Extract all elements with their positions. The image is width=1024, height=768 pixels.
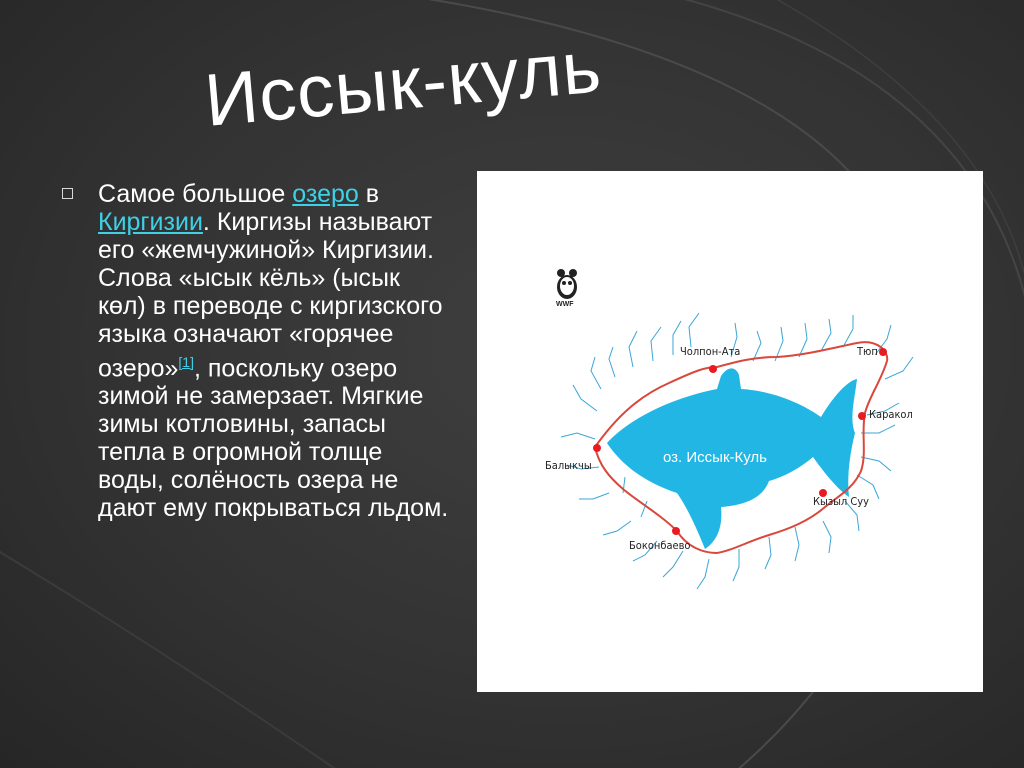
lake-map bbox=[477, 171, 983, 692]
map-drawing bbox=[477, 171, 983, 692]
bullet-text bbox=[98, 180, 452, 522]
wwf-logo bbox=[555, 267, 579, 309]
lake-label: оз. Иссык-Куль bbox=[663, 449, 767, 466]
wwf-text: WWF bbox=[556, 301, 574, 308]
reference-link[interactable]: [1] bbox=[178, 354, 194, 370]
town-label-bokonbaevo: Боконбаево bbox=[629, 539, 691, 552]
link-ozero[interactable]: озеро bbox=[292, 180, 359, 208]
town-label-cholpon-ata: Чолпон-Ата bbox=[680, 345, 741, 358]
town-label-kyzyl-suu: Кызыл Суу bbox=[813, 495, 870, 508]
text-part-2: в bbox=[358, 180, 380, 208]
link-kirgizii[interactable]: Киргизии bbox=[98, 208, 203, 236]
town-label-tyup: Тюп bbox=[857, 345, 878, 358]
bullet-square-icon bbox=[62, 188, 73, 199]
slide-title: Иссык-куль bbox=[201, 24, 605, 142]
text-part-3: . Киргизы называют его «жемчужиной» Киргизии. Слова «ысык кёль» (ысык көл) в переводе с киргизского языка означают «горячее озеро» bbox=[98, 208, 443, 383]
text-part-1: Самое большое bbox=[98, 180, 293, 208]
text-part-4: , поскольку озеро зимой не замерзает. Мягкие зимы котловины, запасы тепла в огромной толще воды, солёность озера не дают ему покрываться льдом. bbox=[98, 354, 449, 523]
panda-icon bbox=[555, 267, 579, 301]
town-label-karakol: Каракол bbox=[869, 408, 913, 421]
town-label-balykchy: Балыкчы bbox=[545, 459, 592, 472]
bullet-paragraph bbox=[62, 180, 452, 522]
